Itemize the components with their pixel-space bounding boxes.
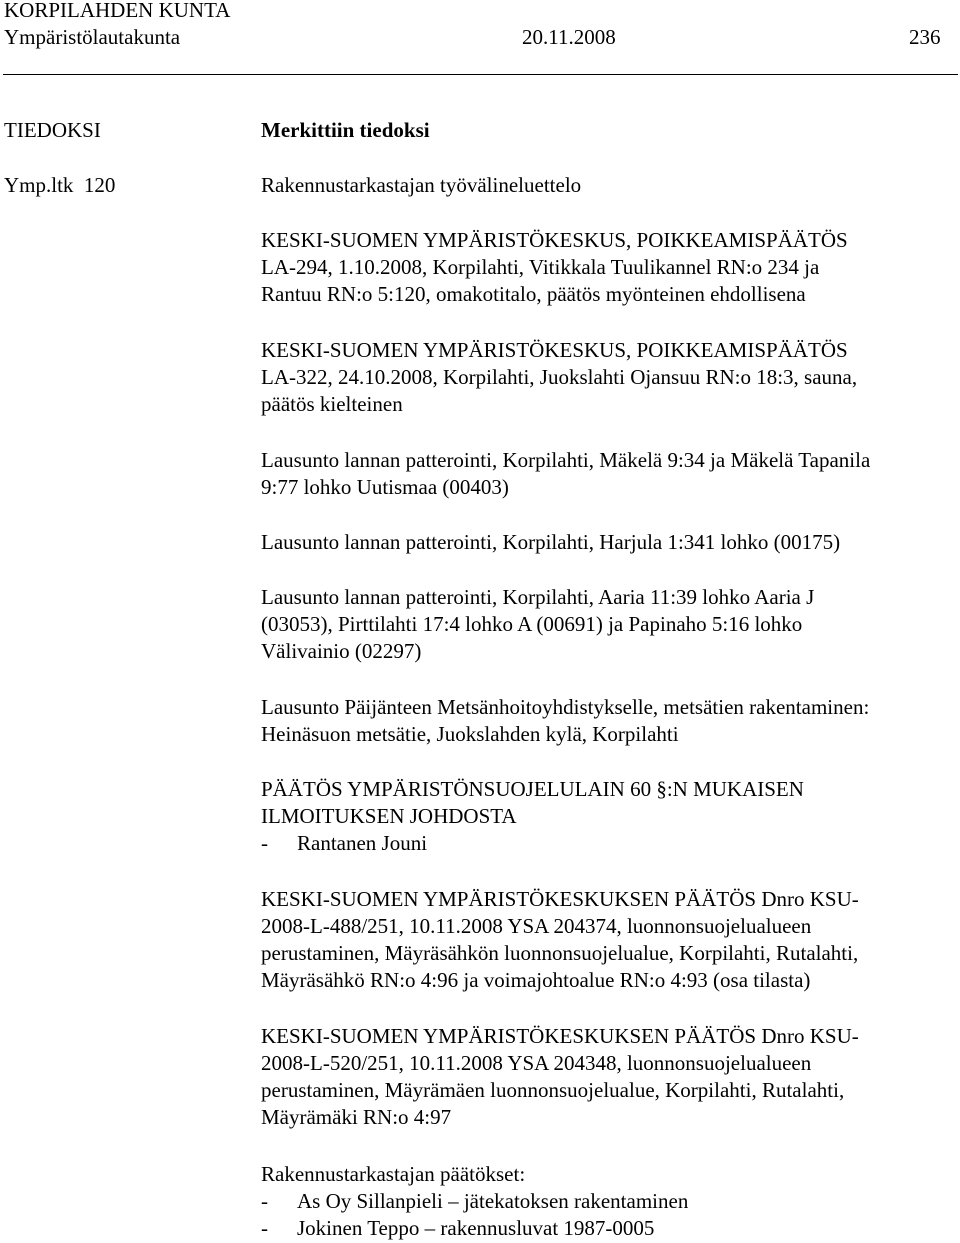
item-line: (03053), Pirttilahti 17:4 lohko A (00691) ja Papinaho 5:16 lohko (261, 612, 803, 636)
item-line: 2008-L-488/251, 10.11.2008 YSA 204374, luonnonsuojelualueen (261, 914, 812, 938)
page-number: 236 (909, 25, 941, 49)
item-line: Lausunto Päijänteen Metsänhoitoyhdistykselle, metsätien rakentaminen: (261, 695, 870, 719)
municipality-name: KORPILAHDEN KUNTA (4, 0, 231, 22)
item-line: Mäyrämäki RN:o 4:97 (261, 1105, 452, 1129)
item-line: Heinäsuon metsätie, Juokslahden kylä, Korpilahti (261, 722, 679, 746)
item-4 (261, 447, 956, 501)
item-line: Lausunto lannan patterointi, Korpilahti, Aaria 11:39 lohko Aaria J (261, 585, 815, 609)
item-line: KESKI-SUOMEN YMPÄRISTÖKESKUS, POIKKEAMISPÄÄTÖS (261, 338, 848, 362)
bullet-item (261, 830, 956, 857)
item-line: Rakennustarkastajan päätökset: (261, 1162, 526, 1186)
item-2 (261, 227, 956, 308)
item-11 (261, 1161, 956, 1242)
item-line: PÄÄTÖS YMPÄRISTÖNSUOJELULAIN 60 §:N MUKAISEN (261, 777, 804, 801)
item-6 (261, 584, 956, 665)
item-line: ILMOITUKSEN JOHDOSTA (261, 804, 517, 828)
item-7 (261, 694, 956, 748)
item-9 (261, 886, 956, 994)
item-10 (261, 1023, 956, 1131)
item-line: 2008-L-520/251, 10.11.2008 YSA 204348, luonnonsuojelualueen (261, 1051, 812, 1075)
bullet-text: Jokinen Teppo – rakennusluvat 1987-0005 (297, 1216, 655, 1240)
section-type: TIEDOKSI (4, 118, 101, 142)
bullet-marker: - (261, 831, 268, 855)
item-line: päätös kielteinen (261, 392, 403, 416)
item-line: LA-322, 24.10.2008, Korpilahti, Juokslahti Ojansuu RN:o 18:3, sauna, (261, 365, 858, 389)
item-line: perustaminen, Mäyrämäen luonnonsuojelualue, Korpilahti, Rutalahti, (261, 1078, 845, 1102)
item-line: Rantuu RN:o 5:120, omakotitalo, päätös myönteinen ehdollisena (261, 282, 806, 306)
header-divider (3, 74, 958, 75)
item-8 (261, 776, 956, 857)
item-5 (261, 529, 956, 556)
item-1 (261, 172, 956, 199)
bullet-marker: - (261, 1216, 268, 1240)
item-line: Välivainio (02297) (261, 639, 422, 663)
meeting-date: 20.11.2008 (522, 25, 616, 49)
item-line: perustaminen, Mäyräsähkön luonnonsuojelualue, Korpilahti, Rutalahti, (261, 941, 859, 965)
item-line: 9:77 lohko Uutismaa (00403) (261, 475, 509, 499)
item-line: KESKI-SUOMEN YMPÄRISTÖKESKUKSEN PÄÄTÖS Dnro KSU- (261, 887, 859, 911)
bullet-text: Rantanen Jouni (297, 831, 428, 855)
item-line: LA-294, 1.10.2008, Korpilahti, Vitikkala Tuulikannel RN:o 234 ja (261, 255, 820, 279)
item-line: Rakennustarkastajan työvälineluettelo (261, 173, 582, 197)
item-line: Mäyräsähkö RN:o 4:96 ja voimajohtoalue RN:o 4:93 (osa tilasta) (261, 968, 811, 992)
item-line: KESKI-SUOMEN YMPÄRISTÖKESKUS, POIKKEAMISPÄÄTÖS (261, 228, 848, 252)
board-name: Ympäristölautakunta (4, 25, 181, 49)
bullet-text: As Oy Sillanpieli – jätekatoksen rakentaminen (297, 1189, 689, 1213)
section-heading: Merkittiin tiedoksi (261, 118, 430, 142)
bullet-item (261, 1215, 956, 1242)
section-reference: Ymp.ltk 120 (4, 173, 116, 197)
item-line: Lausunto lannan patterointi, Korpilahti, Harjula 1:341 lohko (00175) (261, 530, 841, 554)
item-line: KESKI-SUOMEN YMPÄRISTÖKESKUKSEN PÄÄTÖS Dnro KSU- (261, 1024, 859, 1048)
item-line: Lausunto lannan patterointi, Korpilahti, Mäkelä 9:34 ja Mäkelä Tapanila (261, 448, 871, 472)
bullet-item (261, 1188, 956, 1215)
item-3 (261, 337, 956, 418)
bullet-marker: - (261, 1189, 268, 1213)
